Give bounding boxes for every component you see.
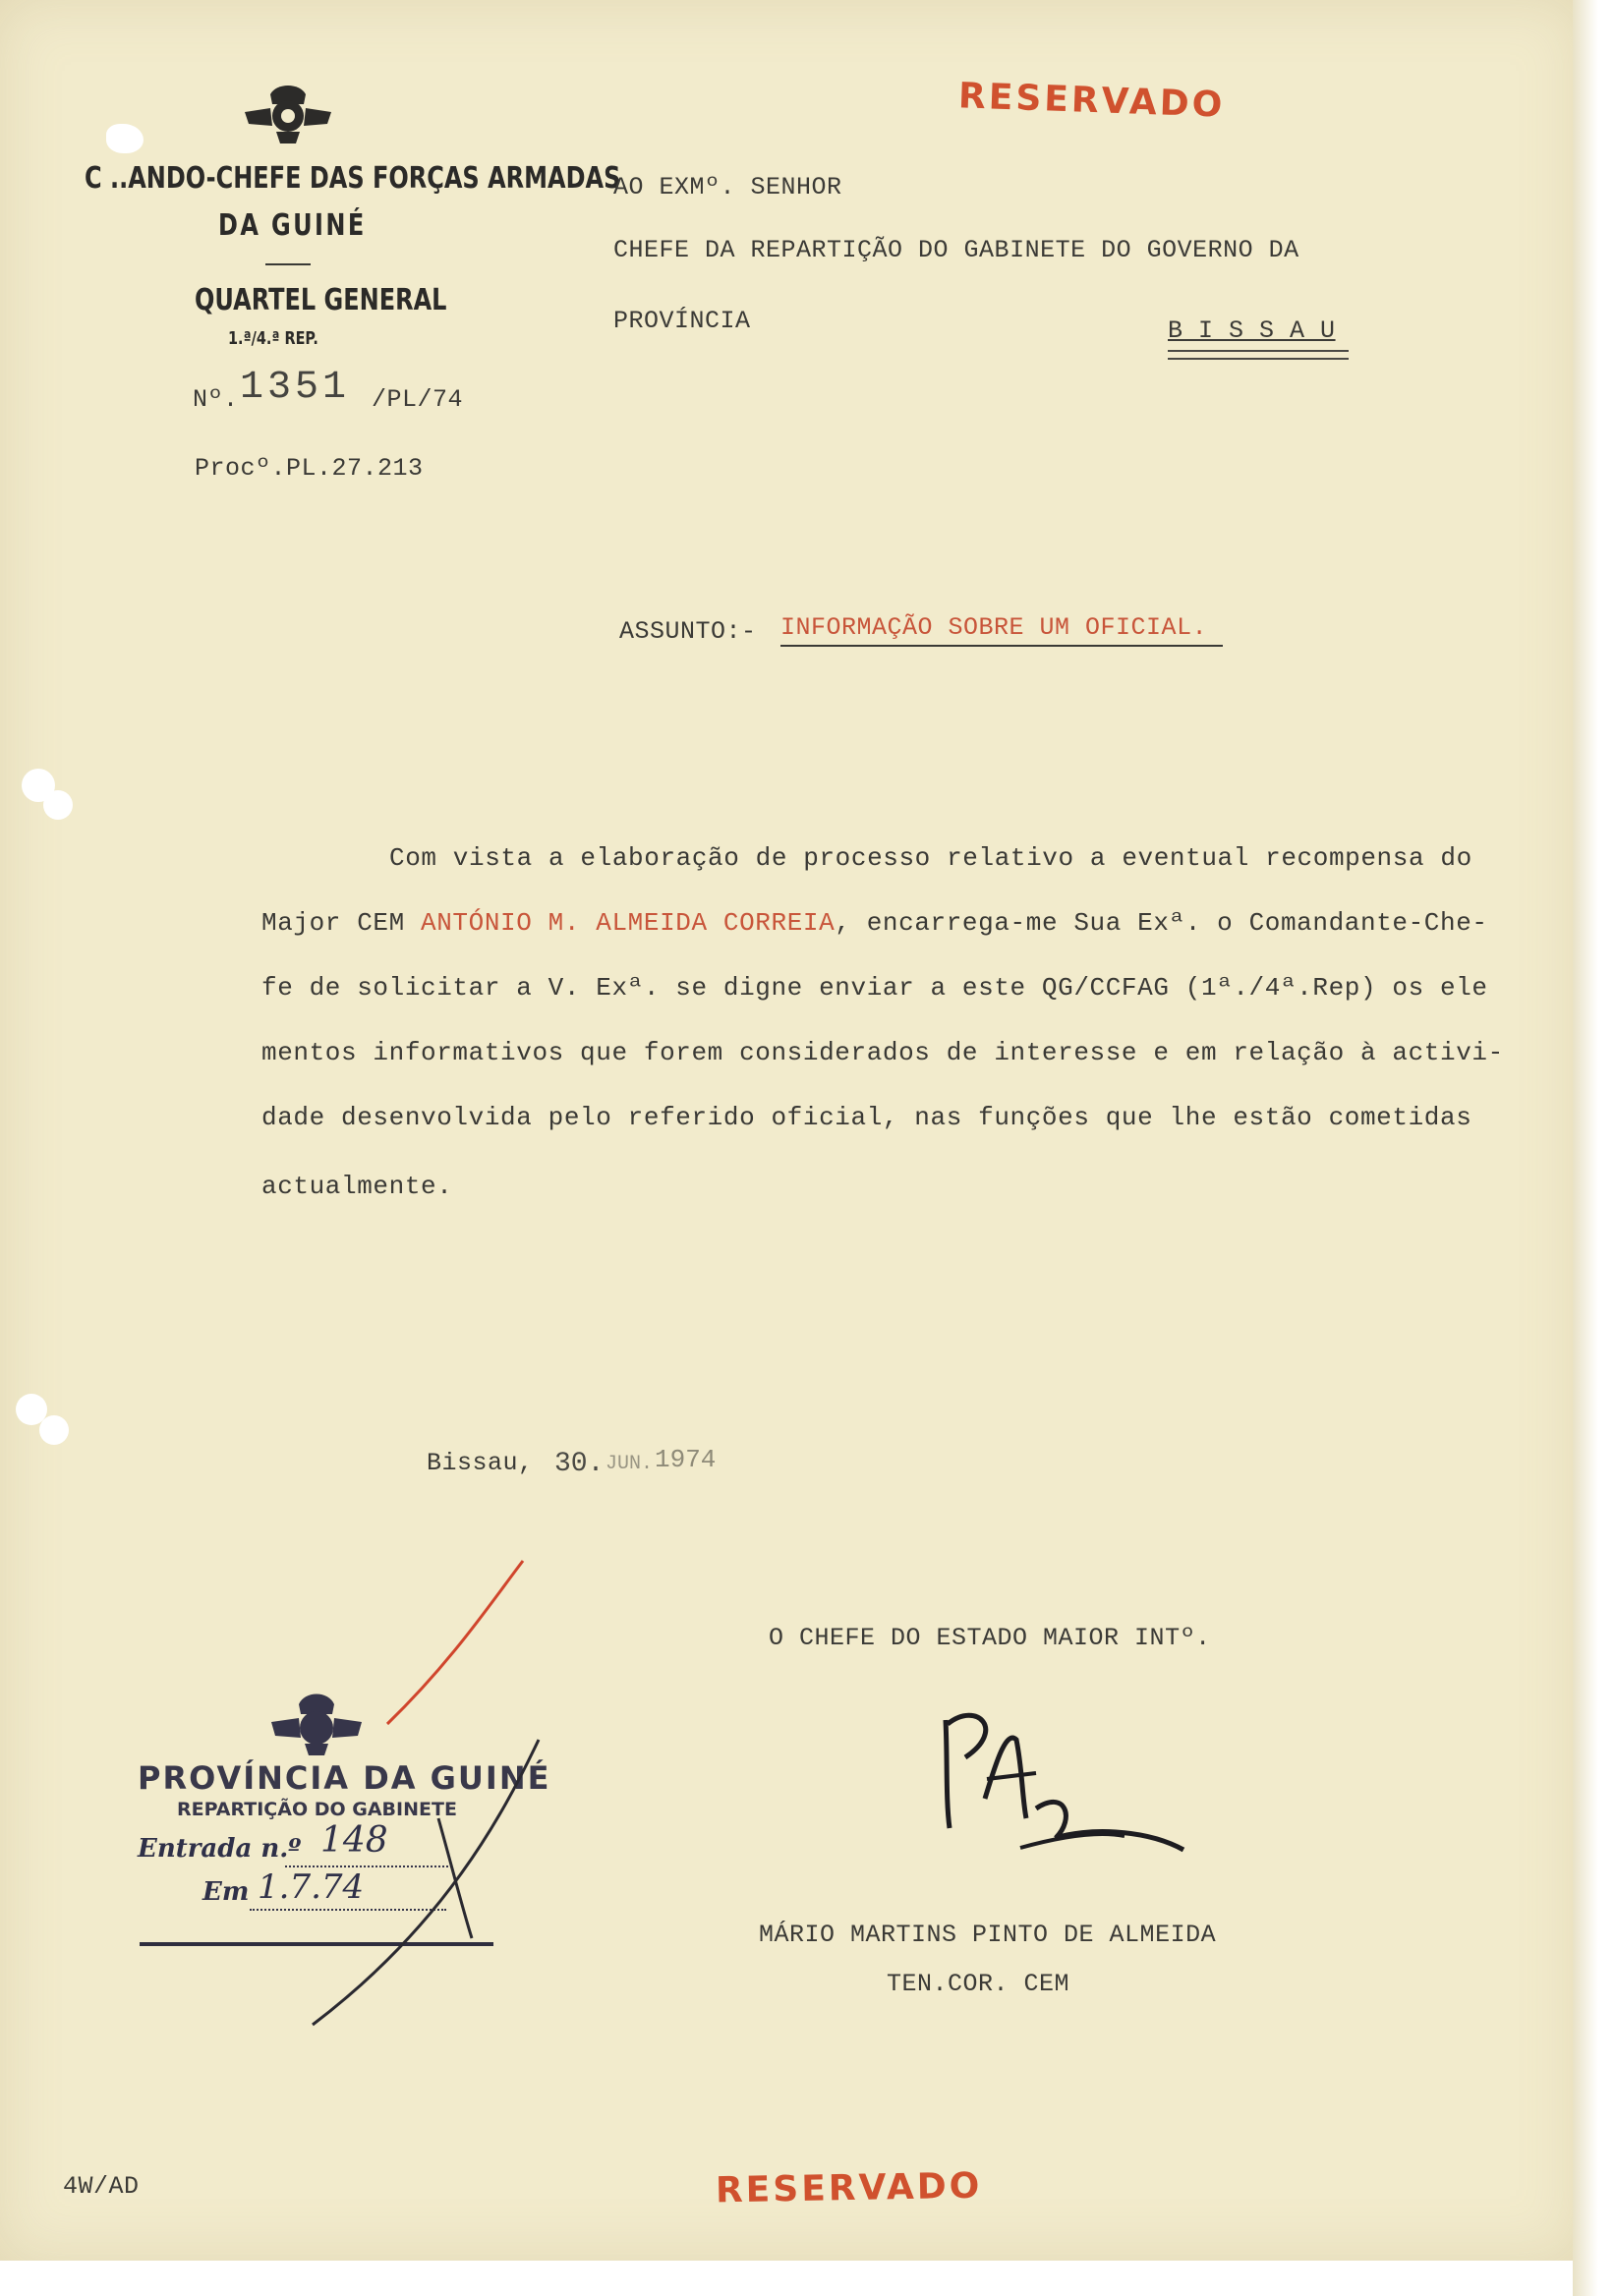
subject-label: ASSUNTO:- [619, 617, 757, 646]
receipt-stamp-title: PROVÍNCIA DA GUINÉ [138, 1759, 551, 1797]
date-year: 1974 [655, 1445, 717, 1474]
reserved-stamp-top: RESERVADO [957, 76, 1226, 126]
signatory-title: O CHEFE DO ESTADO MAIOR INTº. [769, 1624, 1211, 1652]
coat-of-arms-icon [241, 75, 335, 145]
department-label: 1.ª/4.ª REP. [228, 328, 318, 349]
date-place: Bissau, [427, 1449, 534, 1477]
headquarters-label: QUARTEL GENERAL [195, 283, 447, 317]
subject-underline [780, 645, 1223, 647]
entry-number: 148 [320, 1820, 388, 1861]
signatory-rank: TEN.COR. CEM [887, 1970, 1070, 1998]
body-line-6: actualmente. [261, 1172, 453, 1201]
typist-code: 4W/AD [63, 2172, 140, 2201]
date-day: 30. [554, 1449, 605, 1479]
reference-number: 1351 [240, 366, 351, 410]
punch-hole [43, 790, 73, 820]
body-line-5: dade desenvolvida pelo referido oficial, nas funções que lhe estão cometidas [261, 1103, 1472, 1132]
city-double-underline [1168, 350, 1349, 360]
officer-name: ANTÓNIO M. ALMEIDA CORREIA [421, 908, 836, 938]
reference-prefix: Nº. [193, 385, 239, 414]
body-line-2 [261, 908, 1488, 938]
handwritten-signature [928, 1700, 1193, 1877]
addressee-line2: CHEFE DA REPARTIÇÃO DO GABINETE DO GOVERNO DA [613, 236, 1299, 264]
red-pencil-mark [374, 1553, 541, 1730]
date-month: JUN. [606, 1453, 654, 1475]
addressee-line3: PROVÍNCIA [613, 307, 751, 335]
command-name-line1: C ..ANDO-CHEFE DAS FORÇAS ARMADAS [85, 161, 621, 196]
torn-corner [106, 124, 144, 153]
addressee-city: B I S S A U [1168, 316, 1336, 345]
subject-text: INFORMAÇÃO SOBRE UM OFICIAL. [780, 613, 1208, 642]
reference-suffix: /PL/74 [372, 385, 464, 414]
command-name-line2: DA GUINÉ [218, 208, 367, 243]
punch-hole [39, 1415, 69, 1445]
header-divider [265, 263, 311, 265]
addressee-line1: AO EXMº. SENHOR [613, 173, 842, 201]
body-line-2-end: , encarrega-me Sua Exª. o Comandante-Che- [835, 908, 1488, 938]
reserved-stamp-bottom: RESERVADO [715, 2165, 983, 2211]
body-line-1: Com vista a elaboração de processo relativo a eventual recompensa do [389, 843, 1472, 873]
body-line-2-start: Major CEM [261, 908, 422, 938]
entry-date-label: Em [202, 1877, 250, 1907]
signatory-name: MÁRIO MARTINS PINTO DE ALMEIDA [759, 1921, 1217, 1949]
body-line-3: fe de solicitar a V. Exª. se digne enviar a este QG/CCFAG (1ª./4ª.Rep) os ele [261, 973, 1488, 1003]
receipt-stamp-department: REPARTIÇÃO DO GABINETE [177, 1799, 457, 1820]
stamp-check-mark [305, 1730, 550, 2035]
process-number: Procº.PL.27.213 [195, 454, 424, 483]
page-edge [1573, 0, 1615, 2296]
entry-label: Entrada n.º [138, 1834, 302, 1864]
entry-date-value: 1.7.74 [258, 1867, 365, 1907]
body-line-4: mentos informativos que forem considerados de interesse e em relação à activi- [261, 1038, 1504, 1067]
